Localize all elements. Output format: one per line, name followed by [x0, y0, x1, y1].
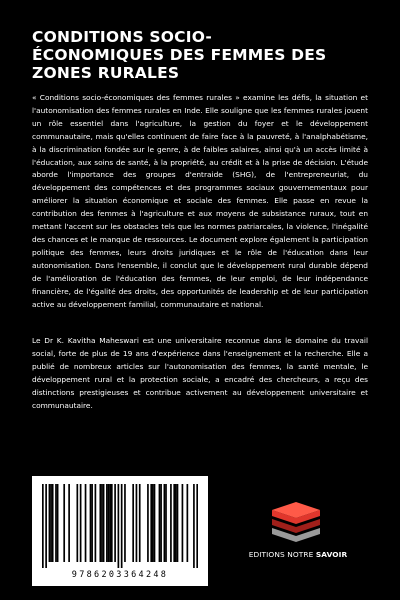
barcode-bar — [111, 484, 113, 562]
barcode-bar — [154, 484, 156, 562]
book-description: « Conditions socio-économiques des femmes rurales » examine les défis, la situation et l'autonomisation des femmes rurales en Inde. Elle souligne que les femmes rurales jouent un rôle essentiel dans l'agriculture, la gestion du foyer et le développement communautaire, mais qu'elles continuent de faire face à la pauvreté, à l'analphabétisme, à la discrimination fondée sur le genre, à de faibles salaires, ainsi qu'à un accès limité à l'éducation, aux soins de santé, à la propriété, au crédit et à la prise de décision. L'étude aborde l'importance des groupes d'entraide (SHG), de l'entrepreneuriat, du développement des compétences et des programmes sociaux gouvernementaux pour améliorer la situation économique et sociale des femmes. Elle passe en revue la contribution des femmes à l'agriculture et aux moyens de subsistance ruraux, tout en mettant l'accent sur les obstacles tels que les normes patriarcales, la violence, l'inégalité des chances et le manque de ressources. Le document explore également la participation politique des femmes, leurs droits juridiques et le rôle de l'éducation dans leur autonomisation. Dans l'ensemble, il conclut que le développement rural durable dépend de l'amélioration de l'éducation des femmes, de leur emploi, de leur indépendance financière, de l'égalité des droits, des opportunités de leadership et de leur participation active au développement familial, communautaire et national. — [32, 93, 368, 309]
barcode-bar — [175, 484, 177, 562]
barcode-bar — [173, 484, 175, 562]
barcode-bar — [90, 484, 92, 562]
book-title — [32, 28, 372, 82]
barcode-bar — [193, 484, 195, 568]
barcode-bar — [121, 484, 123, 568]
barcode-bar — [101, 484, 103, 562]
barcode-bar — [182, 484, 184, 562]
barcode-bar — [165, 484, 167, 562]
barcode-panel — [32, 476, 208, 586]
barcode-bar — [80, 484, 82, 562]
barcode-bar — [132, 484, 134, 562]
barcode-bar — [63, 484, 65, 562]
barcode-bar — [57, 484, 59, 562]
barcode-bar — [108, 484, 110, 562]
barcode-bar — [91, 484, 93, 562]
barcode-bar — [136, 484, 138, 562]
author-bio: Le Dr K. Kavitha Maheswari est une universitaire reconnue dans le domaine du travail social, forte de plus de 19 ans d'expérience dans l'enseignement et la recherche. Elle a publié de nombreux articles sur l'autonomisation des femmes, la santé mentale, le développement rural et la protection sociale, a encadré des chercheurs, a reçu des distinctions prestigieuses et contribue activement au développement universitaire et communautaire. — [32, 336, 368, 410]
barcode-bar — [159, 484, 161, 562]
barcode-bar — [50, 484, 52, 562]
barcode-bar — [114, 484, 116, 562]
barcode-bar — [170, 484, 172, 562]
barcode-bar — [150, 484, 152, 562]
barcode-bar — [76, 484, 78, 562]
barcode-bar — [85, 484, 87, 562]
publisher-logo-icon — [258, 498, 334, 542]
barcode-bar — [55, 484, 57, 562]
barcode-bar — [106, 484, 108, 562]
barcode-bar — [177, 484, 179, 562]
barcode-bar — [147, 484, 149, 562]
barcode-bar — [139, 484, 141, 562]
barcode-bar — [124, 484, 126, 562]
barcode-bar — [160, 484, 162, 562]
barcode-bar — [52, 484, 54, 562]
title-line-1: CONDITIONS SOCIO- — [32, 28, 212, 46]
publisher-name-bold: SAVOIR — [315, 550, 348, 559]
barcode-bar — [118, 484, 120, 568]
barcode-bar — [99, 484, 101, 562]
barcode-bar — [45, 484, 47, 568]
title-line-3: ZONES RURALES — [32, 64, 180, 82]
publisher-name-regular: EDITIONS NOTRE — [248, 550, 314, 559]
barcode-bar — [196, 484, 198, 568]
barcode-bar — [187, 484, 189, 562]
barcode-bar — [109, 484, 111, 562]
barcode-bar — [68, 484, 70, 562]
barcode-bar — [164, 484, 166, 562]
barcode-bars — [42, 484, 198, 568]
barcode-bar — [152, 484, 154, 562]
barcode-bar — [103, 484, 105, 562]
barcode-bar — [95, 484, 97, 562]
barcode-bar — [42, 484, 44, 568]
title-line-2: ÉCONOMIQUES DES FEMMES DES — [32, 46, 327, 64]
isbn-number: 9786203364248 — [71, 570, 169, 580]
barcode-bar — [49, 484, 51, 562]
publisher-name — [236, 550, 360, 559]
